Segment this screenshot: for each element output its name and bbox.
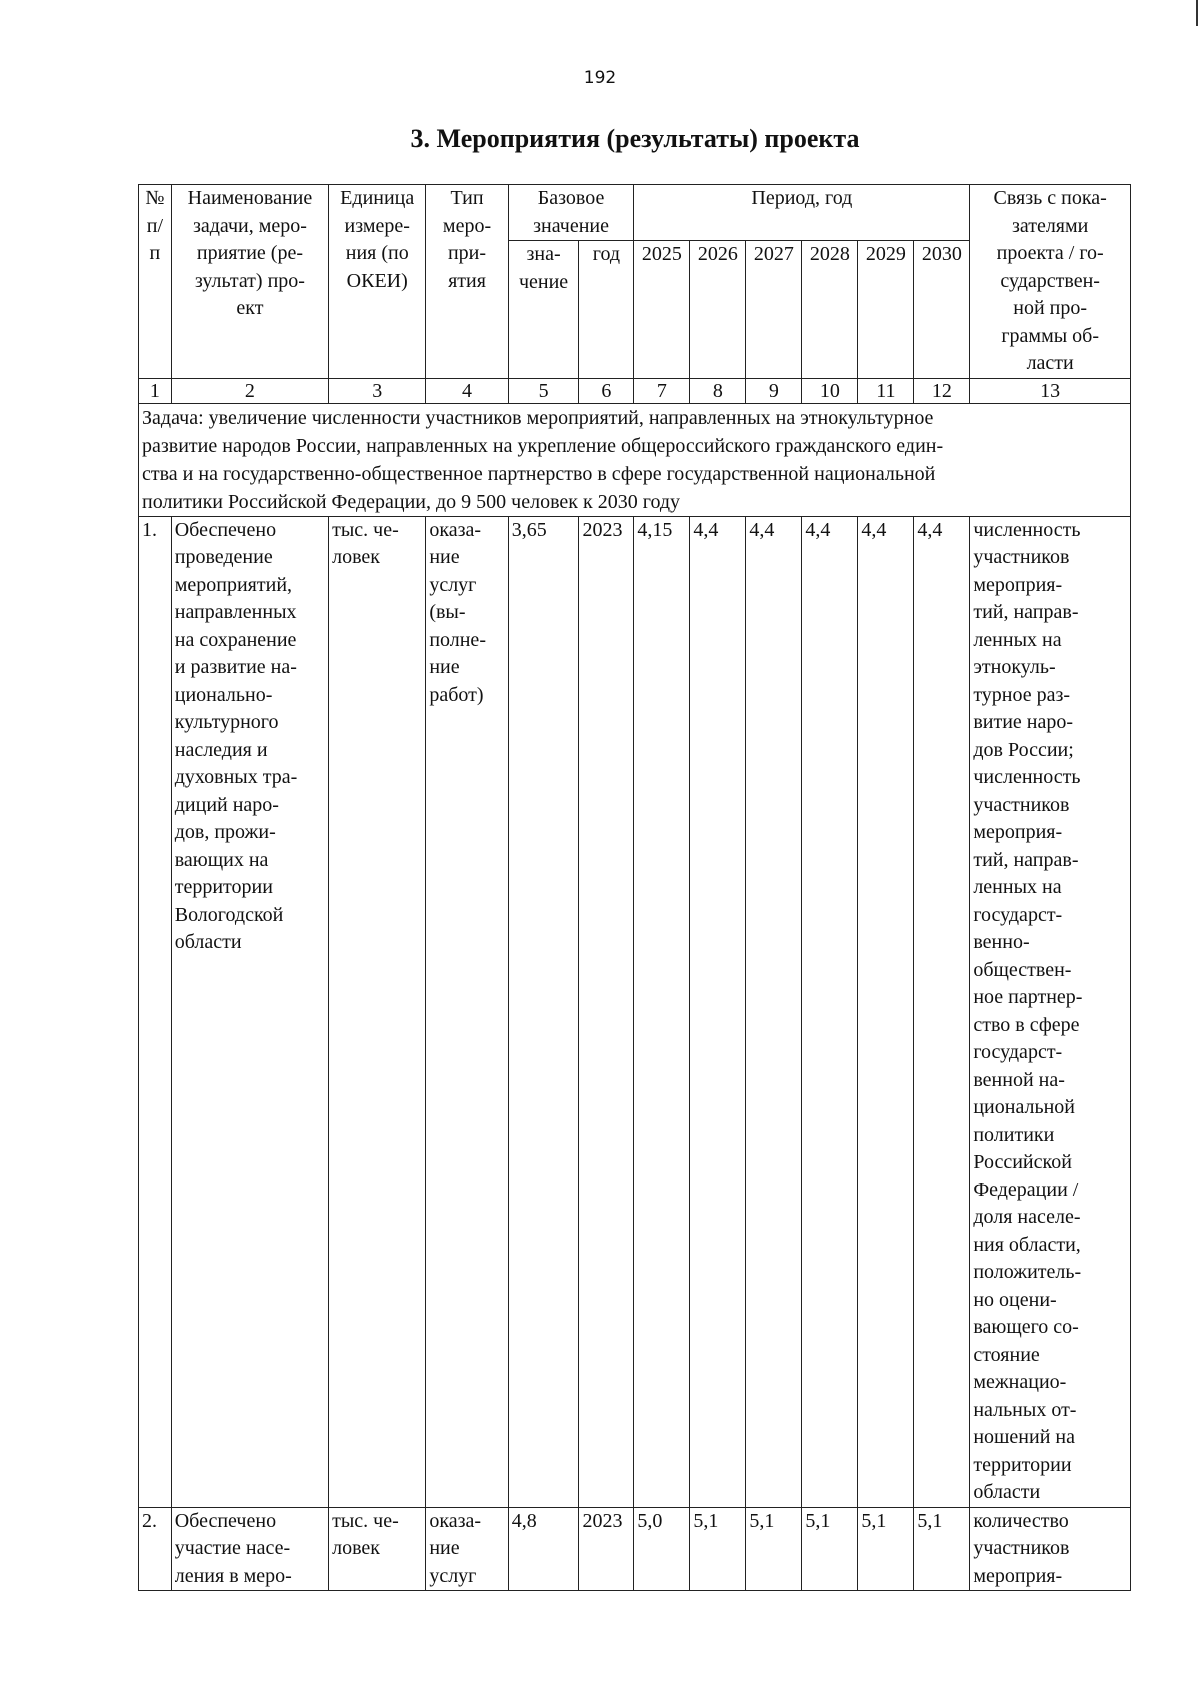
row-value: 4,4 [802, 516, 858, 1507]
task-text: Задача: увеличение численности участников мероприятий, направленных на этнокультурное развитие народов России, направленных на укрепление общероссийского гражданского един- ства и на государственно-общественное партнерство в сфере государственной национальной политики Российской Федерации, до 9 500 человек к 2030 году [139, 403, 1131, 516]
row-value: 5,1 [746, 1507, 802, 1591]
column-number: 7 [634, 378, 690, 403]
header-year: 2026 [690, 241, 746, 378]
header-num: № п/ п [139, 185, 172, 379]
header-year: 2029 [858, 241, 914, 378]
row-value: 5,0 [634, 1507, 690, 1591]
column-number: 9 [746, 378, 802, 403]
row-type: оказа- ние услуг (вы- полне- ние работ) [426, 516, 508, 1507]
column-number: 2 [171, 378, 328, 403]
task-row [139, 403, 1131, 516]
row-value: 4,15 [634, 516, 690, 1507]
column-number: 8 [690, 378, 746, 403]
header-year: 2027 [746, 241, 802, 378]
column-number-row [139, 378, 1131, 403]
row-value: 4,4 [914, 516, 970, 1507]
header-base-year: год [579, 241, 634, 378]
header-year: 2028 [802, 241, 858, 378]
row-value: 5,1 [802, 1507, 858, 1591]
header-unit: Единица измере- ния (по ОКЕИ) [329, 185, 426, 379]
row-num: 2. [139, 1507, 172, 1591]
row-type: оказа- ние услуг [426, 1507, 508, 1591]
header-base-value: зна- чение [508, 241, 579, 378]
column-number: 3 [329, 378, 426, 403]
row-value: 5,1 [914, 1507, 970, 1591]
header-year: 2025 [634, 241, 690, 378]
header-year: 2030 [914, 241, 970, 378]
row-unit: тыс. че- ловек [329, 516, 426, 1507]
row-name: Обеспечено проведение мероприятий, направленных на сохранение и развитие на- ционально- культурного наследия и духовных тра- диций наро- дов, прожи- вающих на территории Вологодской области [171, 516, 328, 1507]
header-name: Наименование задачи, меро- приятие (ре- зультат) про- ект [171, 185, 328, 379]
row-link: численность участников мероприя- тий, направ- ленных на этнокуль- турное раз- витие наро- дов России; численность участников мероприя- тий, направ- ленных на государст- венно- обществен- ное партнер- ство в сфере государст- венной на- циональной политики Российской Федерации / доля населе- ния области, положитель- но оцени- вающего со- стояние межнацио- нальных от- ношений на территории области [970, 516, 1131, 1507]
column-number: 10 [802, 378, 858, 403]
row-num: 1. [139, 516, 172, 1507]
measures-table [138, 184, 1131, 1591]
column-number: 4 [426, 378, 508, 403]
header-row-1 [139, 185, 1131, 241]
row-base-year: 2023 [579, 1507, 634, 1591]
page-number: 192 [583, 68, 617, 88]
row-name: Обеспечено участие насе- ления в меро- [171, 1507, 328, 1591]
column-number: 1 [139, 378, 172, 403]
column-number: 5 [508, 378, 579, 403]
row-value: 5,1 [858, 1507, 914, 1591]
page-title: 3. Мероприятия (результаты) проекта [410, 124, 860, 153]
header-period: Период, год [634, 185, 970, 241]
row-value: 4,4 [858, 516, 914, 1507]
header-type: Тип меро- при- ятия [426, 185, 508, 379]
table-row [139, 516, 1131, 1507]
column-number: 11 [858, 378, 914, 403]
row-base-year: 2023 [579, 516, 634, 1507]
scan-edge-mark [1196, 0, 1198, 26]
header-base: Базовое значение [508, 185, 634, 241]
row-value: 4,4 [690, 516, 746, 1507]
row-unit: тыс. че- ловек [329, 1507, 426, 1591]
header-link: Связь с пока- зателями проекта / го- сударствен- ной про- граммы об- ласти [970, 185, 1131, 379]
row-base-value: 3,65 [508, 516, 579, 1507]
row-link: количество участников мероприя- [970, 1507, 1131, 1591]
table-row [139, 1507, 1131, 1591]
row-base-value: 4,8 [508, 1507, 579, 1591]
column-number: 13 [970, 378, 1131, 403]
row-value: 5,1 [690, 1507, 746, 1591]
row-value: 4,4 [746, 516, 802, 1507]
column-number: 12 [914, 378, 970, 403]
column-number: 6 [579, 378, 634, 403]
